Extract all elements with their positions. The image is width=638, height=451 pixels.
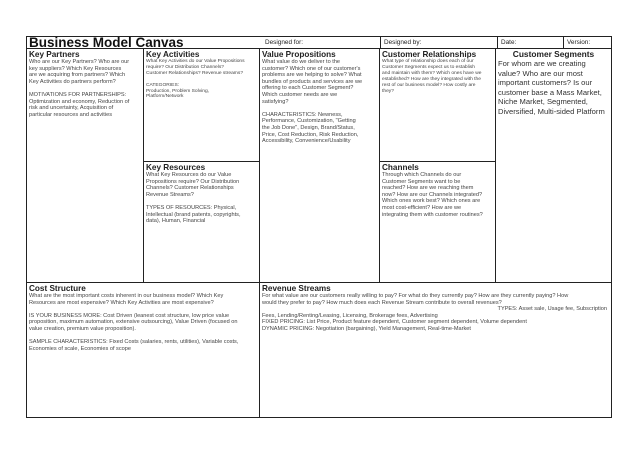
cost-structure-block [27, 283, 260, 417]
customer-relationships-title: Customer Relationships [382, 50, 477, 59]
revenue-streams-title: Revenue Streams [262, 284, 331, 293]
date-label: Date: [501, 39, 517, 46]
key-activities-text: What Key Activities do our Value Propositions require? Our Distribution Channels? Customer Relationships? Revenue streams? CATEGORIES: Production, Problem Solving, Platform/Network [146, 59, 245, 100]
key-partners-text: Who are our Key Partners? Who are our key suppliers? Which Key Resources are we acquiring from partners? Which Key Activities do partners perform? MOTIVATIONS FOR PARTNERSHIPS: Optimization and economy, Reduction of risk and uncertainty, Acquisition of particular resources and activities [29, 59, 130, 118]
designed-for-label: Designed for: [265, 39, 304, 46]
header-divider [497, 37, 498, 48]
customer-relationships-block [380, 49, 496, 162]
cost-structure-text: What are the most important costs inherent in our business model? Which Key Resources are most expensive? Which Key Activities are most expensive? IS YOUR BUSINESS MORE: Cost Driven (leanest cost structure, low price value proposition, maximum automation, extensive outsourcing), Value Driven (focused on value creation, premium value proposition). SAMPLE CHARACTERISTICS: Fixed Costs (salaries, rents, utilities), Variable costs, Economies of scale, Economies of scope [29, 293, 239, 352]
key-resources-text: What Key Resources do our Value Propositions require? Our Distribution Channels? Customer Relationships Revenue Streams? TYPES OF RESOURCES: Physical, Intellectual (brand patents, copyrights, data), Human, Financial [146, 172, 241, 225]
customer-segments-block [496, 49, 611, 283]
designed-by-label: Designed by: [384, 39, 422, 46]
channels-block [380, 162, 496, 283]
customer-segments-text: For whom are we creating value? Who are our most important customers? Is our customer base a Mass Market, Niche Market, Segmented, Diversified, Multi-sided Platform [498, 59, 605, 116]
customer-segments-title: Customer Segments [512, 49, 595, 59]
value-propositions-block [260, 49, 380, 283]
version-label: Version: [567, 39, 591, 46]
header-divider [563, 37, 564, 48]
channels-title: Channels [382, 163, 419, 172]
key-partners-block [27, 49, 144, 283]
header-divider [380, 37, 381, 48]
value-propositions-title: Value Propositions [262, 50, 336, 59]
canvas-header [27, 37, 611, 49]
revenue-streams-block [260, 283, 611, 417]
revenue-streams-types: TYPES: Asset sale, Usage fee, Subscription [497, 306, 607, 313]
key-activities-block [144, 49, 260, 162]
key-activities-title: Key Activities [146, 50, 200, 59]
value-propositions-text: What value do we deliver to the customer? Which one of our customer's problems are we helping to solve? What bundles of products and services are we offering to each Customer Segment? Which customer needs are we satisfying? CHARACTERISTICS: Newness, Performance, Customization, "Getting the Job Done", Design, Brand/Status, Price, Cost Reduction, Risk Reduction, Accessibility, Convenience/Usability [262, 59, 363, 145]
revenue-streams-pricing-text: Fees, Lending/Renting/Leasing, Licensing, Brokerage fees, Advertising FIXED PRICING: List Price, Product feature dependent, Customer segment dependent, Volume dependent DYNAMIC PRICING: Negotiation (bargaining), Yield Management, Real-time-Market [262, 312, 527, 332]
customer-relationships-text: What type of relationship does each of our Customer Segments expect us to establish and maintain with them? Which ones have we established? How are they integrated with the rest of our business model? How costly are they? [382, 59, 482, 94]
business-model-canvas [26, 36, 612, 418]
key-resources-block [144, 162, 260, 283]
cost-structure-title: Cost Structure [29, 284, 86, 293]
canvas-title: Business Model Canvas [29, 35, 184, 50]
channels-text: Through which Channels do our Customer Segments want to be reached? How are we reaching them now? How are our Channels integrated? Which ones work best? Which ones are most cost-efficient? How are we integrating them with customer routines? [382, 172, 483, 218]
key-partners-title: Key Partners [29, 50, 80, 59]
revenue-streams-text: For what value are our customers really willing to pay? For what do they currently pay? How are they currently paying? How would they prefer to pay? How much does each Revenue Stream contribute to overall revenues? [262, 293, 569, 306]
key-resources-title: Key Resources [146, 163, 206, 172]
